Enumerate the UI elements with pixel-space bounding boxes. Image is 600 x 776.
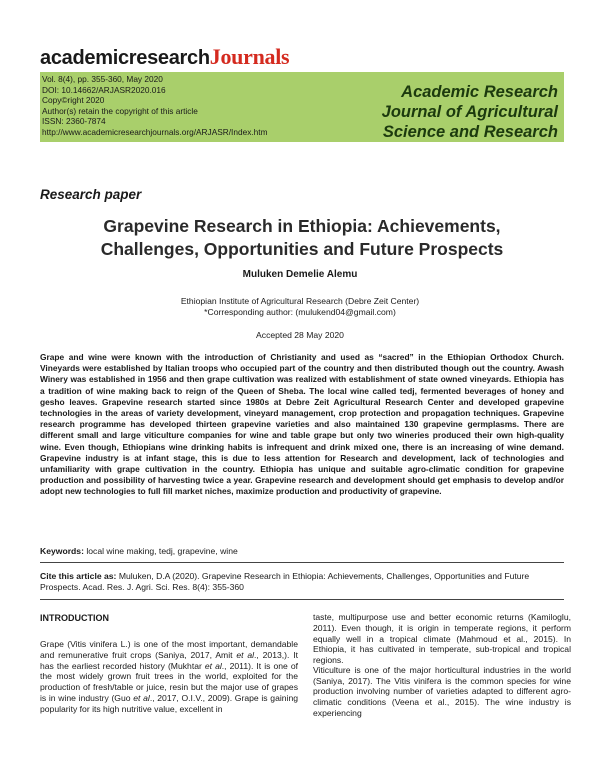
logo-text-journals: Journals	[209, 44, 290, 69]
citation-label: Cite this article as:	[40, 571, 117, 581]
intro-paragraph: Grape (Vitis vinifera L.) is one of the most important, demandable and remunerative fruit crops (Saniya, 2017, Amit et al., 2013,). It has the earliest recorded history (Mukhtar et al., 2011). It is one of the most widely grown fruit trees in the world, exploited for the production of fresh/table or juice, resin but the major use of grapes is in wine industry (Guo et al., 2017, O.I.V., 2009). Grape is gaining popularity for its high nutritive value, excellent in	[40, 639, 299, 714]
affiliation-block	[0, 296, 600, 318]
publisher-logo	[40, 44, 289, 70]
journal-title-line: Academic Research	[401, 83, 558, 101]
logo-text-main: academicresearch	[40, 47, 210, 69]
copyright-line: Copy©right 2020	[42, 95, 105, 106]
author-name: Muluken Demelie Alemu	[242, 269, 358, 280]
volume-line: Vol. 8(4), pp. 355-360, May 2020	[42, 74, 163, 84]
citation	[40, 571, 564, 593]
paper-type: Research paper	[40, 187, 142, 202]
keywords	[40, 546, 238, 556]
intro-paragraph-viticulture: Viticulture is one of the major horticultural industries in the world (Saniya, 2017). The Vitis vinifera is the common species for wine production involving number of varieties adapted to different agro-climatic conditions (Veena et al., 2015). The wine industry is experiencing	[313, 664, 571, 718]
section-heading: INTRODUCTION	[40, 613, 109, 623]
journal-info-band	[40, 72, 564, 142]
doi-line: DOI: 10.14662/ARJASR2020.016	[42, 84, 166, 95]
corresponding-author: *Corresponding author: (mulukend04@gmail.com)	[204, 307, 396, 317]
divider	[40, 599, 564, 600]
affiliation: Ethiopian Institute of Agricultural Research (Debre Zeit Center)	[180, 296, 420, 306]
accepted-date: Accepted 28 May 2020	[256, 330, 344, 340]
citation-text: Muluken, D.A (2020). Grapevine Research in Ethiopia: Achievements, Challenges, Opportunities and Future Prospects. Acad. Res. J. Agri. Sci. Res. 8(4): 355-360	[40, 571, 530, 592]
journal-title-line: Science and Research	[382, 123, 558, 141]
intro-paragraph-continued: taste, multipurpose use and better economic returns (Kamiloglu, 2011). Even though, it is origin in temperate regions, it perform equally well in a tropical climate (Mahmoud et al., 2015). In Ethiopia, it has cultivated in temperate, sub-tropical and tropical regions.	[313, 612, 571, 665]
journal-title-line: Journal of Agricultural	[381, 103, 558, 121]
right-column	[313, 613, 571, 719]
rights-line: Author(s) retain the copyright of this article	[42, 105, 198, 116]
journal-title	[358, 82, 558, 142]
keywords-label: Keywords:	[40, 546, 84, 556]
left-column	[40, 613, 298, 714]
article-title	[40, 215, 564, 261]
publication-meta	[42, 74, 268, 138]
keywords-text: local wine making, tedj, grapevine, wine	[86, 546, 238, 556]
issn-line: ISSN: 2360-7874	[42, 116, 106, 127]
title-line: Challenges, Opportunities and Future Prospects	[100, 239, 504, 259]
divider	[40, 562, 564, 563]
url-line[interactable]: http://www.academicresearchjournals.org/ARJASR/Index.htm	[42, 126, 268, 137]
abstract: Grape and wine were known with the introduction of Christianity and used as “sacred” in the Ethiopian Orthodox Church. Vineyards were established by Italian troops who occupied part of the country and then distributed though out the country. Awash Winery was established in 1956 and then grape cultivation was realized with establishment of state owned vineyards. Ethiopia has a tradition of wine making back to reign of the Queen of Sheba. The local wine called tedj, fermented beverages of honey and gesho leaves. Grapevine research started since 1980s at Debre Zeit Agricultural Research Center and developed grapevine technologies in the areas of variety development, vineyard management, crop protection and propagation techniques. Grapevine research programme has developed thirteen grapevine varieties and also maintained 130 grapevine germplasms. There are different small and large viticulture companies for wine and table grape but only two wineries produced their own high-quality wine. Even though, Ethiopians wine drinking habits is infrequent and drink mixed one, there is an increasing of wine demand. Grapevine industry is at infant stage, this is due to less attention for Research and development, lack of technologies and unfamiliarity with grape cultivation in the country. Ethiopia has unique and suitable agro-climatic condition for grapevine production and possibility of harvesting twice a year. Grapevine research and development should get emphasis to develop and/or adopt new technologies to full fill market niches, maximize production and productivity of grapevine.	[40, 352, 564, 497]
title-line: Grapevine Research in Ethiopia: Achievements,	[103, 216, 501, 236]
